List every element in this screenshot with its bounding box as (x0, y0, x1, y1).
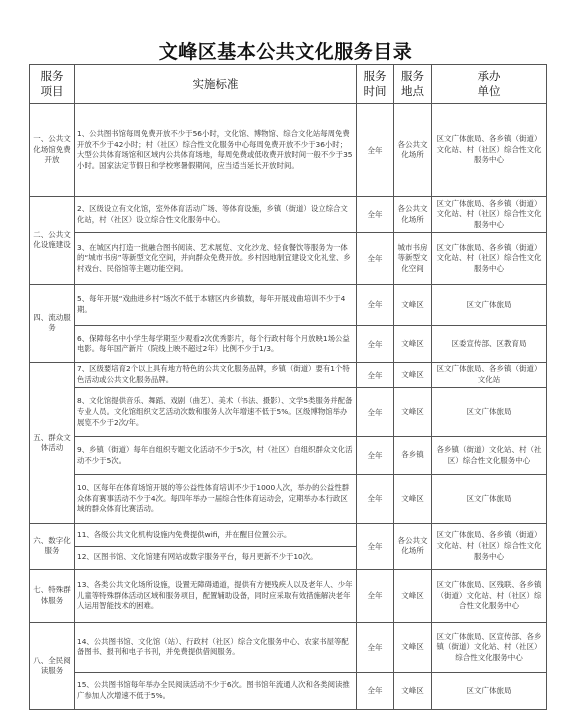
time-cell: 全年 (357, 524, 394, 569)
place-cell: 文峰区 (394, 387, 432, 437)
place-cell: 各公共文化场所 (394, 524, 432, 569)
standard-cell: 7、区级要培育2个以上具有地方特色的公共文化服务品牌，乡镇（街道）要有1个特色活动或公共文化服务品牌。 (75, 363, 357, 388)
place-cell: 文峰区 (394, 623, 432, 673)
standard-cell: 14、公共图书馆、文化馆（站）、行政村（社区）综合文化服务中心、农家书屋等配备图书、报刊和电子书刊，并免费提供借阅服务。 (75, 623, 357, 673)
table-row (30, 569, 547, 623)
table-header-row (30, 65, 547, 104)
time-cell: 全年 (357, 326, 394, 363)
place-cell: 文峰区 (394, 326, 432, 363)
organizer-cell: 区文广体旅局、各乡镇（街道）文化站、村（社区）综合性文化服务中心 (432, 524, 547, 569)
time-cell: 全年 (357, 437, 394, 474)
organizer-cell: 区文广体旅局、区宣传部、各乡镇（街道）文化站、村（社区）综合性文化服务中心 (432, 623, 547, 673)
table-row (30, 672, 547, 709)
standard-cell: 8、文化馆提供音乐、舞蹈、戏剧（曲艺）、美术（书法、摄影）、文学5类服务并配备专业人员。文化馆组织文艺活动次数和服务人次年增速不低于5%。区级博物馆举办展览不少于2次/年。 (75, 387, 357, 437)
place-cell: 文峰区 (394, 284, 432, 325)
time-cell: 全年 (357, 284, 394, 325)
time-cell: 全年 (357, 623, 394, 673)
organizer-cell: 区文广体旅局、区残联、各乡镇（街道）文化站、村（社区）综合性文化服务中心 (432, 569, 547, 623)
organizer-cell: 区文广体旅局、各乡镇（街道）文化站、村（社区）综合性文化服务中心 (432, 233, 547, 285)
table-row (30, 437, 547, 474)
standard-cell: 13、各类公共文化场所设施，设置无障碍通道，提供有方便残疾人以及老年人、少年儿童等特殊群体活动区域和服务项目，配置辅助设备，同时应采取有效措施解决老年人运用智能技术的困难。 (75, 569, 357, 623)
standard-cell: 12、区图书馆、文化馆建有网站或数字服务平台，每月更新不少于10次。 (75, 546, 357, 569)
time-cell: 全年 (357, 363, 394, 388)
standard-cell: 11、各级公共文化机构设施内免费提供wifi，并在醒目位置公示。 (75, 524, 357, 547)
organizer-cell: 区文广体旅局、各乡镇（街道）文化站、村（社区）综合性文化服务中心 (432, 104, 547, 197)
standard-cell: 10、区每年在体育场馆开展的等公益性体育培训不少于1000人次，举办的公益性群众体育赛事活动不少于4次。每四年举办一届综合性体育运动会，定期举办本行政区域的群众体育比赛活动。 (75, 474, 357, 524)
header-service-item: 服务 项目 (30, 65, 75, 104)
time-cell: 全年 (357, 233, 394, 285)
table-row (30, 284, 547, 325)
place-cell: 各公共文化场所 (394, 197, 432, 233)
table-row (30, 197, 547, 233)
standard-cell: 2、区级设立有文化馆，室外体育活动广场、等体育设施，乡镇（街道）设立综合文化站，村（社区）设立综合性文化服务中心。 (75, 197, 357, 233)
organizer-cell: 区文广体旅局 (432, 474, 547, 524)
place-cell: 各公共文化场所 (394, 104, 432, 197)
standard-cell: 3、在城区内打造一批融合图书阅读、艺术展览、文化沙龙、轻食餐饮等服务为一体的“城市书房”等新型文化空间，并向群众免费开放。乡村因地制宜建设文化礼堂、乡村戏台、民俗馆等主题功能空间。 (75, 233, 357, 285)
place-cell: 各乡镇 (394, 437, 432, 474)
table-row (30, 326, 547, 363)
table-row (30, 623, 547, 673)
organizer-cell: 区委宣传部、区教育局 (432, 326, 547, 363)
table-row (30, 474, 547, 524)
organizer-cell: 区文广体旅局 (432, 284, 547, 325)
category-cell: 五、群众文体活动 (30, 363, 75, 524)
standard-cell: 15、公共图书馆每年举办全民阅读活动不少于6次。图书馆年流通人次和各类阅读推广参加人次增速不低于5%。 (75, 672, 357, 709)
category-cell: 七、特殊群体服务 (30, 569, 75, 623)
category-cell: 二、公共文化设施建设 (30, 197, 75, 285)
place-cell: 文峰区 (394, 474, 432, 524)
time-cell: 全年 (357, 569, 394, 623)
table-row (30, 524, 547, 547)
header-standard: 实施标准 (75, 65, 357, 104)
standard-cell: 1、公共图书馆每周免费开放不少于56小时，文化馆、博物馆、综合文化站每周免费开放不少于42小时；村（社区）综合性文化服务中心每周免费开放不少于36小时；大型公共体育场馆和区域内公共体育场地，每周免费或低收费开放时间一般不少于35小时。国家法定节假日和学校寒暑假期间，应当适当延长开放时间。 (75, 104, 357, 197)
organizer-cell: 各乡镇（街道）文化站、村（社区）综合性文化服务中心 (432, 437, 547, 474)
time-cell: 全年 (357, 197, 394, 233)
place-cell: 文峰区 (394, 569, 432, 623)
organizer-cell: 区文广体旅局 (432, 672, 547, 709)
header-service-place: 服务 地点 (394, 65, 432, 104)
table-row (30, 363, 547, 388)
time-cell: 全年 (357, 474, 394, 524)
table-row (30, 387, 547, 437)
document-title: 文峰区基本公共文化服务目录 (158, 41, 413, 63)
standard-cell: 6、保障每名中小学生每学期至少观看2次优秀影片，每个行政村每个月放映1场公益电影。每年国产新片（院线上映不超过2年）比例不少于1/3。 (75, 326, 357, 363)
category-cell: 六、数字化服务 (30, 524, 75, 569)
place-cell: 文峰区 (394, 672, 432, 709)
header-service-time: 服务 时间 (357, 65, 394, 104)
time-cell: 全年 (357, 672, 394, 709)
table-row (30, 104, 547, 197)
table-row (30, 233, 547, 285)
place-cell: 城市书房等新型文化空间 (394, 233, 432, 285)
category-cell: 八、全民阅读服务 (30, 623, 75, 710)
service-catalog-table (29, 64, 547, 710)
header-organizer: 承办 单位 (432, 65, 547, 104)
standard-cell: 9、乡镇（街道）每年自组织专题文化活动不少于5次，村（社区）自组织群众文化活动不少于5次。 (75, 437, 357, 474)
organizer-cell: 区文广体旅局 (432, 387, 547, 437)
organizer-cell: 区文广体旅局、各乡镇（街道）文化站、村（社区）综合性文化服务中心 (432, 197, 547, 233)
time-cell: 全年 (357, 387, 394, 437)
category-cell: 一、公共文化场馆免费开放 (30, 104, 75, 197)
organizer-cell: 区文广体旅局、各乡镇（街道）文化站 (432, 363, 547, 388)
standard-cell: 5、每年开展“戏曲进乡村”场次不低于本辖区内乡镇数，每年开展戏曲培训不少于4期。 (75, 284, 357, 325)
place-cell: 文峰区 (394, 363, 432, 388)
category-cell: 四、流动服务 (30, 284, 75, 362)
time-cell: 全年 (357, 104, 394, 197)
